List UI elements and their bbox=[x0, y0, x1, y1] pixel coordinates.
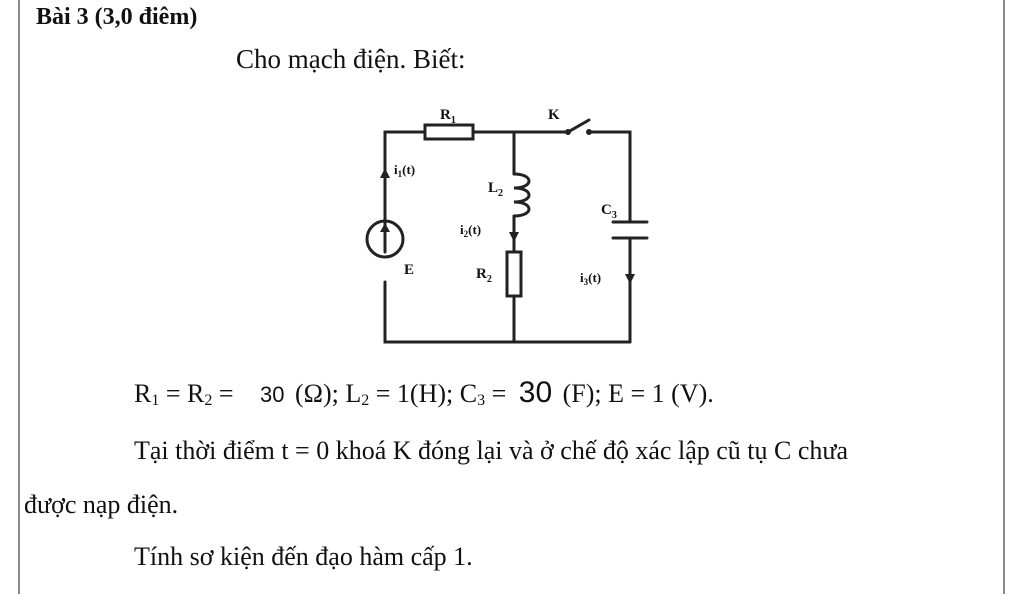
parameter-line: $R_1 = R_2 = 30$ (Ω); $L_2 = 1(H)$; $C_3 = 30$ (F); E = 1 (V). bbox=[134, 376, 714, 409]
circuit-diagram bbox=[340, 92, 650, 347]
label-k: K bbox=[548, 107, 560, 123]
label-e: E bbox=[404, 262, 415, 278]
label-l2: $L_2$ bbox=[488, 180, 504, 199]
source-arrow-head bbox=[380, 223, 390, 232]
resistor-r2 bbox=[507, 252, 521, 296]
current-i1-arrow bbox=[380, 168, 390, 178]
page-border-left bbox=[18, 0, 20, 594]
switch-contact-left bbox=[565, 129, 571, 135]
condition-text: Tại thời điểm t = 0 khoá K đóng lại và ở chế độ xác lập cũ tụ C chưa bbox=[134, 436, 849, 465]
switch-k bbox=[568, 120, 589, 132]
condition-text-cont: được nạp điện. bbox=[24, 490, 179, 519]
switch-contact-right bbox=[586, 129, 592, 135]
page-border-right bbox=[1003, 0, 1005, 594]
label-i2: $i_2(t)$ bbox=[460, 222, 482, 239]
wire-left-top bbox=[385, 132, 425, 252]
label-c3: $C_3$ bbox=[601, 202, 617, 221]
label-i1: $i_1(t)$ bbox=[394, 162, 416, 179]
label-i3: $i_3(t)$ bbox=[580, 270, 602, 287]
resistor-r1 bbox=[425, 125, 473, 139]
inductor-l2 bbox=[514, 174, 529, 216]
question-text: Tính sơ kiện đến đạo hàm cấp 1. bbox=[134, 542, 473, 571]
label-r1: $R_1$ bbox=[440, 107, 456, 126]
resistance-value: 30 bbox=[260, 382, 285, 407]
current-i2-arrow bbox=[509, 232, 519, 242]
problem-title: Bài 3 (3,0 điêm) bbox=[36, 4, 198, 30]
capacitance-value: 30 bbox=[518, 376, 553, 409]
label-r2: $R_2$ bbox=[476, 266, 492, 285]
problem-intro: Cho mạch điện. Biết: bbox=[236, 44, 466, 74]
current-i3-arrow bbox=[625, 274, 635, 284]
